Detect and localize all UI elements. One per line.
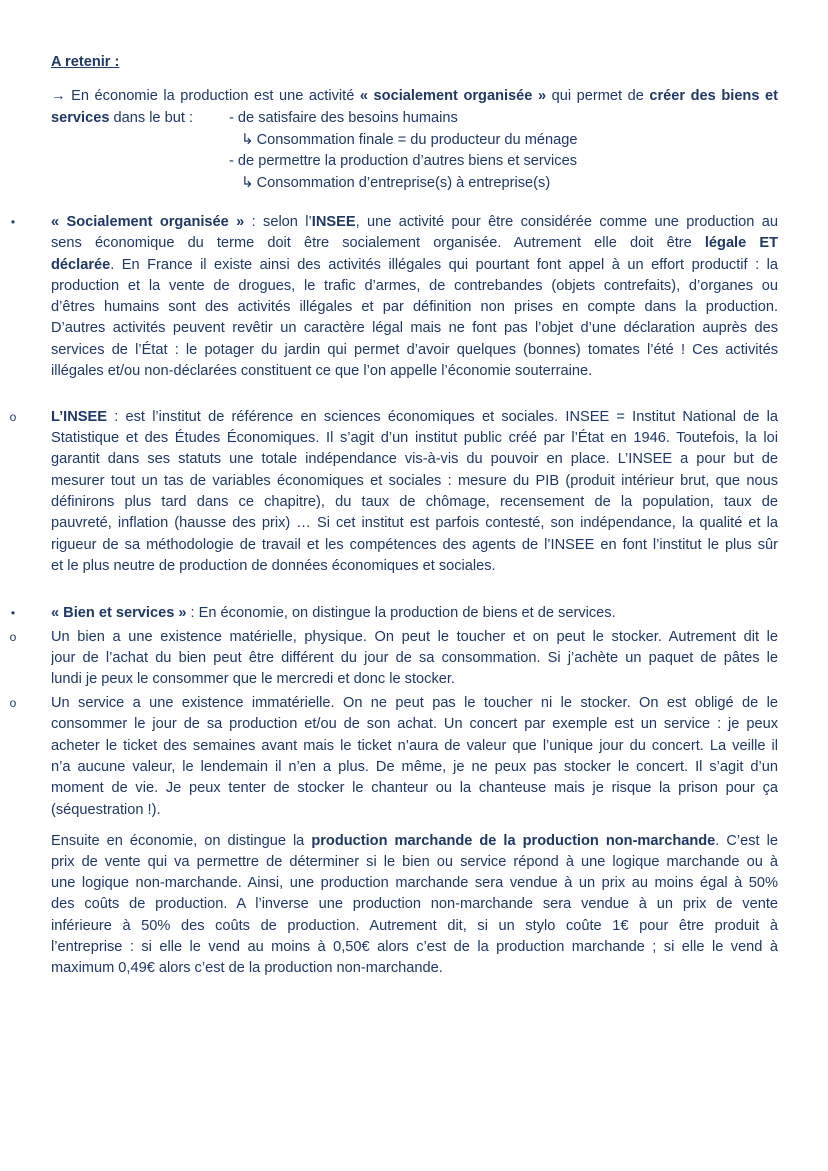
arrow-icon: → <box>51 88 66 104</box>
service-line-4: n’a aucune valeur, le lendemain il n’en a plus. De même, je ne peux pas stocker le concert. Il s’agit d’un <box>51 759 778 775</box>
turn-arrow-icon: ↳ <box>241 131 254 148</box>
market-line-1: Ensuite en économie, on distingue la production marchande de la production non-marchande. C’est le <box>51 833 778 849</box>
insee-line-6: pauvreté, inflation (hausse des prix) … Si cet institut est parfois contesté, son indépendance, la qualité et la <box>51 515 778 531</box>
bullet-ring-icon: o <box>9 630 17 644</box>
good-line-1: Un bien a une existence matérielle, physique. On peut le toucher et on peut le stocker. Autrement dit le <box>51 629 778 645</box>
market-line-6: l’entreprise : si elle le vend au moins à 0,50€ alors c’est de la production marchande ; si elle le vend à <box>51 939 778 955</box>
service-line-3: acheter le ticket des semaines avant mais le ticket n’aura de valeur que l’unique jour du concert. La veille il <box>51 738 778 754</box>
insee-line-1: L’INSEE : est l’institut de référence en sciences économiques et sociales. INSEE = Institut National de la <box>51 409 778 425</box>
market-line-3: une logique non-marchande. Ainsi, une production marchande sera vendue à un prix au moins égal à 50% <box>51 875 778 891</box>
market-line-4: des coûts de production. A l’inverse une production non-marchande sera vendue à un prix de vente <box>51 896 778 912</box>
service-line-5: moment de vie. Je peux tenter de stocker le chanteur ou la chanteuse mais je risque la prison pour ça <box>51 780 778 796</box>
bullet-ring-icon: o <box>9 410 17 424</box>
bullet-disc-icon: • <box>10 606 16 620</box>
insee-line-2: Statistique et des Études Économiques. Il s’agit d’un institut public créé par l’État en 1946. Toutefois, la loi <box>51 430 778 446</box>
insee-line-7: rigueur de sa méthodologie de travail et les compétences des agents de l’INSEE en font l’institut le plus sûr <box>51 537 778 553</box>
goal-1-note: ↳ Consommation finale = du producteur du ménage <box>241 131 578 148</box>
socially-line-7: services de l’État : le potager du jardin qui permet d’avoir quelques (bonnes) tomates l’été ! Ces activités <box>51 342 778 358</box>
insee-line-3: garantit dans ses statuts une totale indépendance vis-à-vis du pouvoir en place. L’INSEE a pour but de <box>51 451 778 467</box>
service-line-6: (séquestration !). <box>51 802 161 818</box>
insee-line-8: et le plus neutre de production de données économiques et sociales. <box>51 558 496 574</box>
good-line-2: jour de l’achat du bien peut être différent du jour de sa consommation. Si j’achète un paquet de pâtes le <box>51 650 778 666</box>
page-heading: A retenir : <box>51 54 120 70</box>
socially-line-1: « Socialement organisée » : selon l’INSEE, une activité pour être considérée comme une production au <box>51 214 778 230</box>
socially-line-3: déclarée. En France il existe ainsi des activités illégales qui pourtant font appel à un effort productif : la <box>51 257 778 273</box>
market-line-7: maximum 0,49€ alors c’est de la production non-marchande. <box>51 960 443 976</box>
intro-line-2: services dans le but : <box>51 110 194 126</box>
service-line-2: consommer le jour de sa production et/ou de son achat. Un concert par exemple est un service : je peux <box>51 716 778 732</box>
socially-line-6: D’autres activités peuvent revêtir un caractère légal mais ne font pas l’objet d’une déclaration auprès des <box>51 320 778 336</box>
goal-2-note: ↳ Consommation d’entreprise(s) à entreprise(s) <box>241 174 551 191</box>
socially-line-8: illégales et/ou non-déclarées constituent ce que l’on appelle l’économie souterraine. <box>51 363 593 379</box>
insee-line-5: définirons plus tard dans ce chapitre), du taux de chômage, recensement de la population, taux de <box>51 494 778 510</box>
socially-line-2: sens économique du terme doit être socialement organisée. Autrement elle doit être légale ET <box>51 235 778 251</box>
goal-1: - de satisfaire des besoins humains <box>229 110 458 126</box>
insee-line-4: mesurer tout un tas de variables économiques et sociales : mesure du PIB (produit intérieur brut, que nous <box>51 473 778 489</box>
good-line-3: lundi je peux le consommer que le mercredi et donc le stocker. <box>51 671 455 687</box>
socially-line-4: production et la vente de drogues, le trafic d’armes, de contrebandes (objets contrefaits), d’organes ou <box>51 278 778 294</box>
bullet-ring-icon: o <box>9 696 17 710</box>
market-line-2: prix de vente qui va permettre de déterminer si le bien ou service répond à une logique marchande ou à <box>51 854 778 870</box>
goods-line-1: « Bien et services » : En économie, on distingue la production de biens et de services. <box>51 605 616 621</box>
market-line-5: inférieure à 50% des coûts de production. Autrement dit, si un stylo coûte 1€ pour être produit à <box>51 918 778 934</box>
bullet-disc-icon: • <box>10 215 16 229</box>
turn-arrow-icon: ↳ <box>241 174 254 191</box>
service-line-1: Un service a une existence immatérielle. On ne peut pas le toucher ni le stocker. On est obligé de le <box>51 695 778 711</box>
socially-line-5: d’êtres humains sont des activités illégales et par définition non prises en compte dans la production. <box>51 299 778 315</box>
goal-2: - de permettre la production d’autres biens et services <box>229 153 577 169</box>
intro-line-1: → En économie la production est une activité « socialement organisée » qui permet de créer des biens et <box>51 88 778 104</box>
